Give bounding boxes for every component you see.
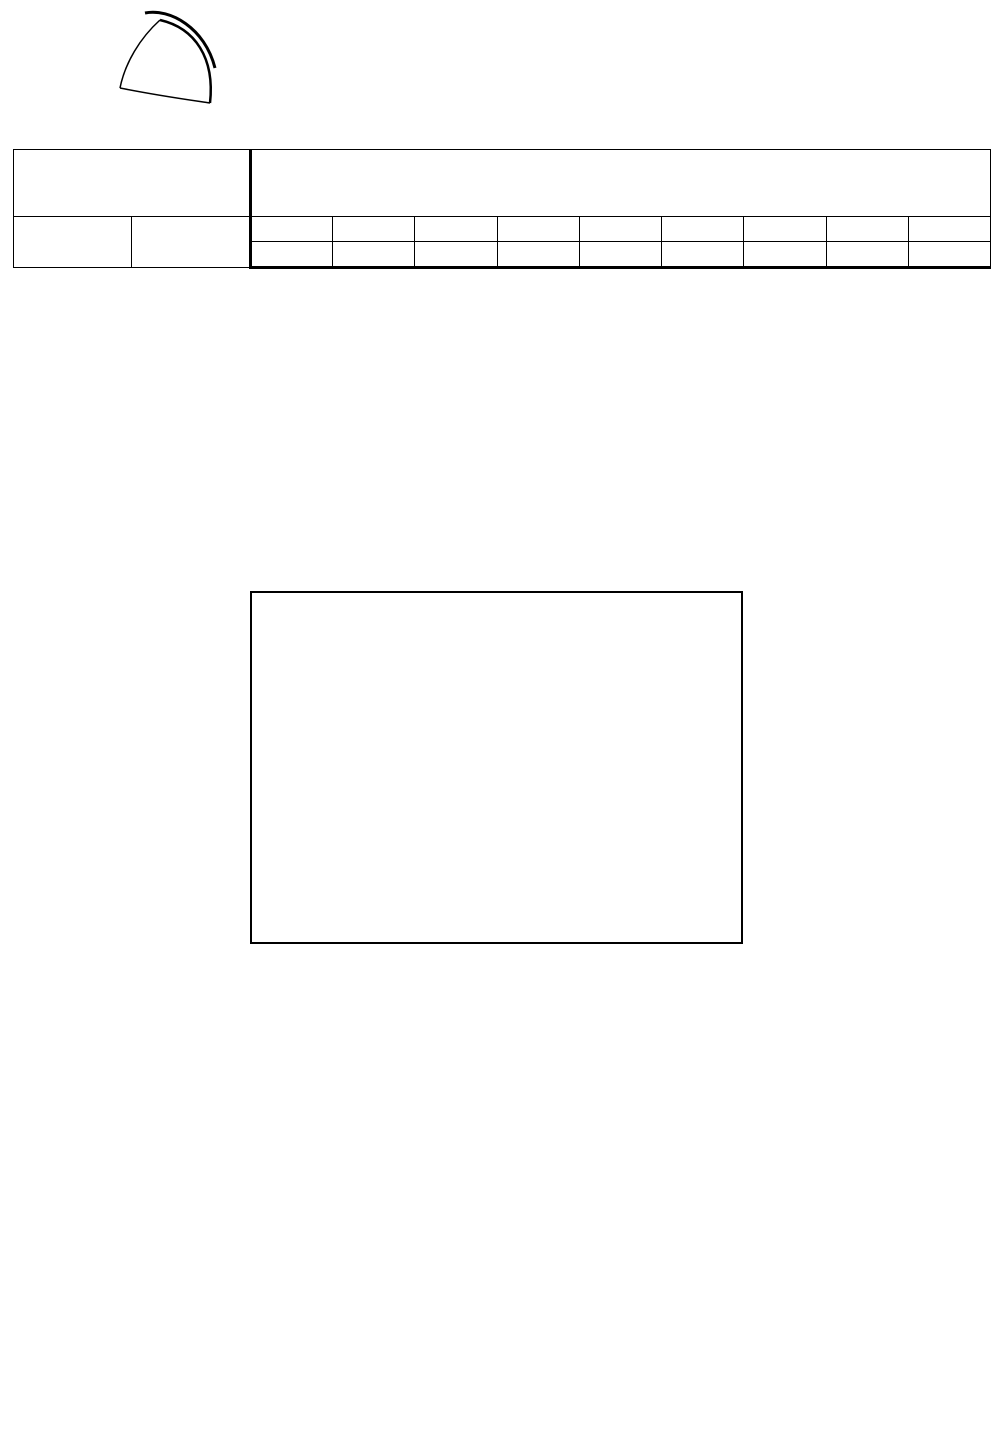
draw-cm <box>415 242 497 268</box>
draw-inch <box>662 217 744 242</box>
draw-cm <box>251 242 333 268</box>
header-kg <box>132 217 251 268</box>
header-bow-force <box>14 150 251 217</box>
draw-inch <box>415 217 497 242</box>
draw-cm <box>826 242 908 268</box>
arrow-spine-table <box>13 149 991 269</box>
draw-cm <box>662 242 744 268</box>
draw-inch <box>908 217 990 242</box>
draw-cm <box>497 242 579 268</box>
footer-contact <box>55 1413 111 1436</box>
draw-inch <box>826 217 908 242</box>
draw-inch <box>579 217 661 242</box>
draw-inch <box>251 217 333 242</box>
draw-inch <box>497 217 579 242</box>
spine-list-box <box>250 591 743 944</box>
draw-cm <box>579 242 661 268</box>
header-lbs <box>14 217 132 268</box>
draw-cm <box>333 242 415 268</box>
draw-cm <box>908 242 990 268</box>
draw-cm <box>744 242 826 268</box>
header-draw-length <box>251 150 991 217</box>
luksport-logo <box>20 8 230 128</box>
draw-inch <box>333 217 415 242</box>
bow-limb-icon <box>160 20 211 103</box>
draw-inch <box>744 217 826 242</box>
